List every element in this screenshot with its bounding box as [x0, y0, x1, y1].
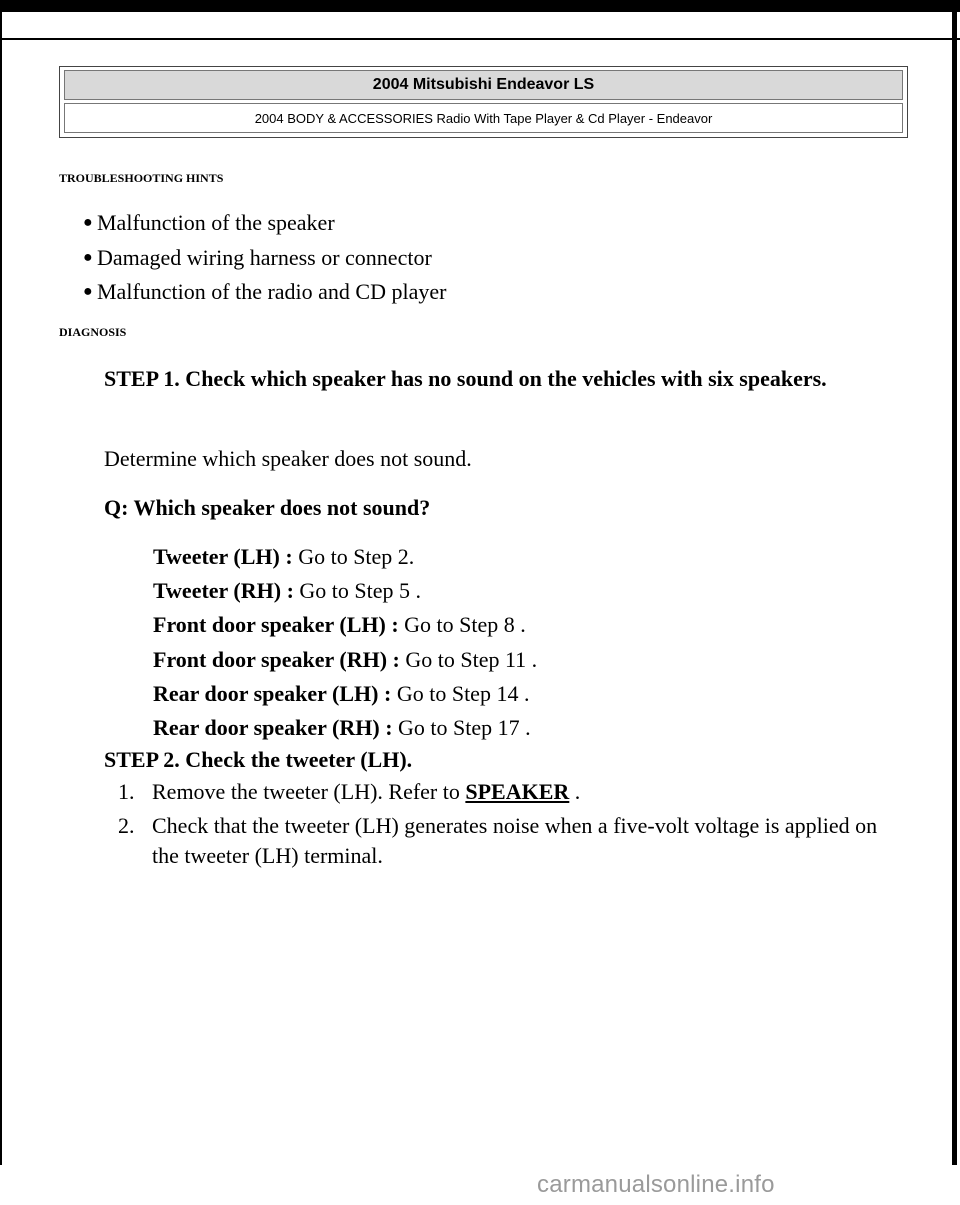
watermark: carmanualsonline.info: [537, 1171, 775, 1198]
list-item: ● Malfunction of the radio and CD player: [83, 275, 446, 310]
header-subtitle: 2004 BODY & ACCESSORIES Radio With Tape Player & Cd Player - Endeavor: [254, 110, 713, 126]
list-item: 1. Remove the tweeter (LH). Refer to SPEAKER .: [118, 779, 581, 804]
list-item: 2. Check that the tweeter (LH) generates noise when a five-volt voltage is applied on the tweeter (LH) terminal.: [118, 813, 878, 868]
troubleshooting-heading: TROUBLESHOOTING HINTS: [59, 171, 224, 185]
troubleshooting-list: [83, 206, 446, 310]
header-title: 2004 Mitsubishi Endeavor LS: [372, 76, 595, 93]
bullet-icon: ●: [83, 283, 93, 300]
step1-title: STEP 1. Check which speaker has no sound on the vehicles with six speakers.: [104, 366, 827, 391]
answer-item: Front door speaker (LH) : Go to Step 8 .: [153, 612, 526, 638]
list-item: ● Malfunction of the speaker: [83, 206, 446, 241]
page-left-border: [0, 0, 2, 1165]
bullet-icon: ●: [83, 214, 93, 231]
speaker-link[interactable]: SPEAKER: [465, 779, 570, 804]
step2-title: STEP 2. Check the tweeter (LH).: [104, 747, 413, 772]
answer-item: Tweeter (RH) : Go to Step 5 .: [153, 578, 422, 604]
document-header: [59, 66, 908, 138]
page-top-rule: [0, 38, 960, 40]
header-subtitle-row: [64, 103, 903, 133]
answer-item: Front door speaker (RH) : Go to Step 11 .: [153, 646, 538, 672]
page-top-border: [0, 0, 960, 12]
header-title-row: [64, 70, 903, 100]
step1-instruction: Determine which speaker does not sound.: [104, 446, 472, 471]
bullet-icon: ●: [83, 248, 93, 266]
answer-item: Rear door speaker (RH) : Go to Step 17 .: [153, 715, 531, 741]
diagnosis-heading: DIAGNOSIS: [59, 325, 127, 339]
page-right-border: [952, 0, 957, 1165]
answer-item: Tweeter (LH) : Go to Step 2.: [153, 544, 415, 569]
step2-list: [118, 777, 878, 871]
list-item: ● Damaged wiring harness or connector: [83, 241, 446, 276]
answer-list: [153, 540, 537, 745]
answer-item: Rear door speaker (LH) : Go to Step 14 .: [153, 680, 530, 706]
step1-question: Q: Which speaker does not sound?: [104, 495, 431, 520]
